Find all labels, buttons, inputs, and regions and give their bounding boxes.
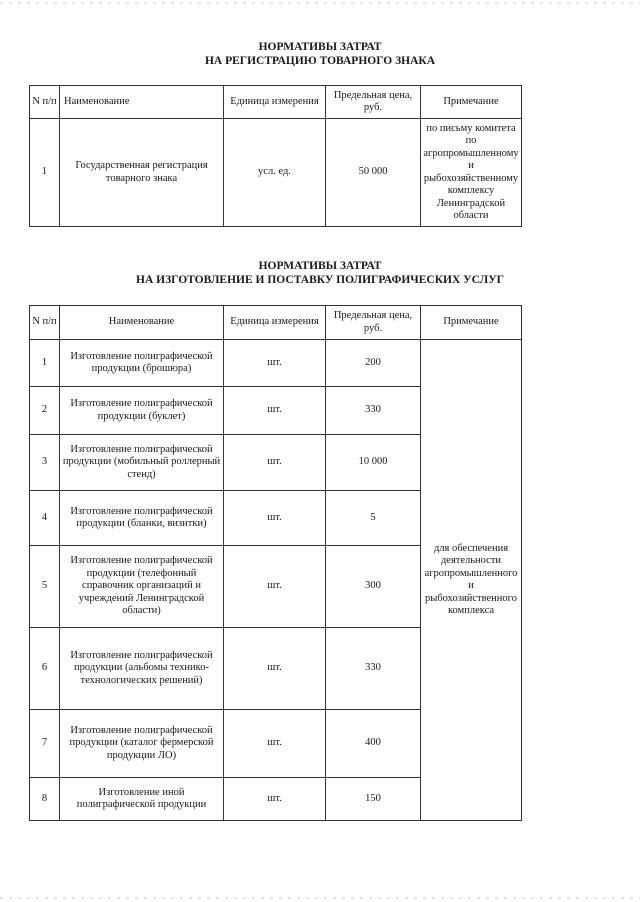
row-name: Изготовление полиграфической продукции (каталог фермерской продукции ЛО)	[60, 710, 224, 778]
row-num: 6	[30, 628, 60, 710]
row-name: Изготовление иной полиграфической продукции	[60, 778, 224, 821]
row-unit: шт.	[224, 628, 326, 710]
row-name: Изготовление полиграфической продукции (альбомы технико-технологических решений)	[60, 628, 224, 710]
scan-edge-bottom	[0, 897, 640, 899]
row-num: 1	[30, 340, 60, 387]
row-price: 300	[326, 546, 421, 628]
merged-note: для обеспечения деятельности агропромышленного и рыбохозяйственного комплекса	[421, 340, 522, 821]
section1-title-line2: НА РЕГИСТРАЦИЮ ТОВАРНОГО ЗНАКА	[204, 55, 436, 67]
row-name: Изготовление полиграфической продукции (бланки, визитки)	[60, 491, 224, 546]
header-price: Предельная цена, руб.	[326, 86, 421, 119]
row-note: по письму комитета по агропромышленному и рыбохозяйственному комплексу Ленинградской области	[421, 119, 522, 227]
row-num: 8	[30, 778, 60, 821]
row-price: 150	[326, 778, 421, 821]
section2-title	[0, 259, 640, 287]
row-unit: шт.	[224, 340, 326, 387]
header-note: Примечание	[421, 86, 522, 119]
row-num: 2	[30, 387, 60, 435]
table-row	[30, 119, 522, 227]
header-note: Примечание	[421, 306, 522, 340]
row-num: 5	[30, 546, 60, 628]
row-unit: шт.	[224, 778, 326, 821]
row-unit: усл. ед.	[224, 119, 326, 227]
row-price: 400	[326, 710, 421, 778]
row-unit: шт.	[224, 546, 326, 628]
table-header-row	[30, 86, 522, 119]
row-price: 200	[326, 340, 421, 387]
row-name: Изготовление полиграфической продукции (буклет)	[60, 387, 224, 435]
printing-costs-table	[29, 305, 522, 821]
row-num: 3	[30, 435, 60, 491]
row-price: 10 000	[326, 435, 421, 491]
header-num: N п/п	[30, 86, 60, 119]
row-unit: шт.	[224, 387, 326, 435]
trademark-costs-table	[29, 85, 522, 227]
row-name: Изготовление полиграфической продукции (телефонный справочник организаций и учреждений Ленинградской области)	[60, 546, 224, 628]
row-name: Изготовление полиграфической продукции (брошюра)	[60, 340, 224, 387]
row-unit: шт.	[224, 491, 326, 546]
row-num: 4	[30, 491, 60, 546]
header-name: Наименование	[60, 86, 224, 119]
row-name: Изготовление полиграфической продукции (мобильный роллерный стенд)	[60, 435, 224, 491]
section2-title-line1: НОРМАТИВЫ ЗАТРАТ	[258, 260, 382, 272]
row-price: 330	[326, 628, 421, 710]
row-name: Государственная регистрация товарного знака	[60, 119, 224, 227]
row-price: 50 000	[326, 119, 421, 227]
row-unit: шт.	[224, 710, 326, 778]
row-unit: шт.	[224, 435, 326, 491]
header-unit: Единица измерения	[224, 86, 326, 119]
scan-edge-top	[0, 2, 640, 4]
row-num: 1	[30, 119, 60, 227]
table-row	[30, 340, 522, 387]
row-price: 5	[326, 491, 421, 546]
table-header-row	[30, 306, 522, 340]
header-name: Наименование	[60, 306, 224, 340]
section1-title-line1: НОРМАТИВЫ ЗАТРАТ	[258, 41, 382, 53]
header-unit: Единица измерения	[224, 306, 326, 340]
header-num: N п/п	[30, 306, 60, 340]
row-price: 330	[326, 387, 421, 435]
section2-title-line2: НА ИЗГОТОВЛЕНИЕ И ПОСТАВКУ ПОЛИГРАФИЧЕСКИХ УСЛУГ	[136, 274, 504, 286]
section1-title	[0, 40, 640, 68]
row-num: 7	[30, 710, 60, 778]
header-price: Предельная цена, руб.	[326, 306, 421, 340]
